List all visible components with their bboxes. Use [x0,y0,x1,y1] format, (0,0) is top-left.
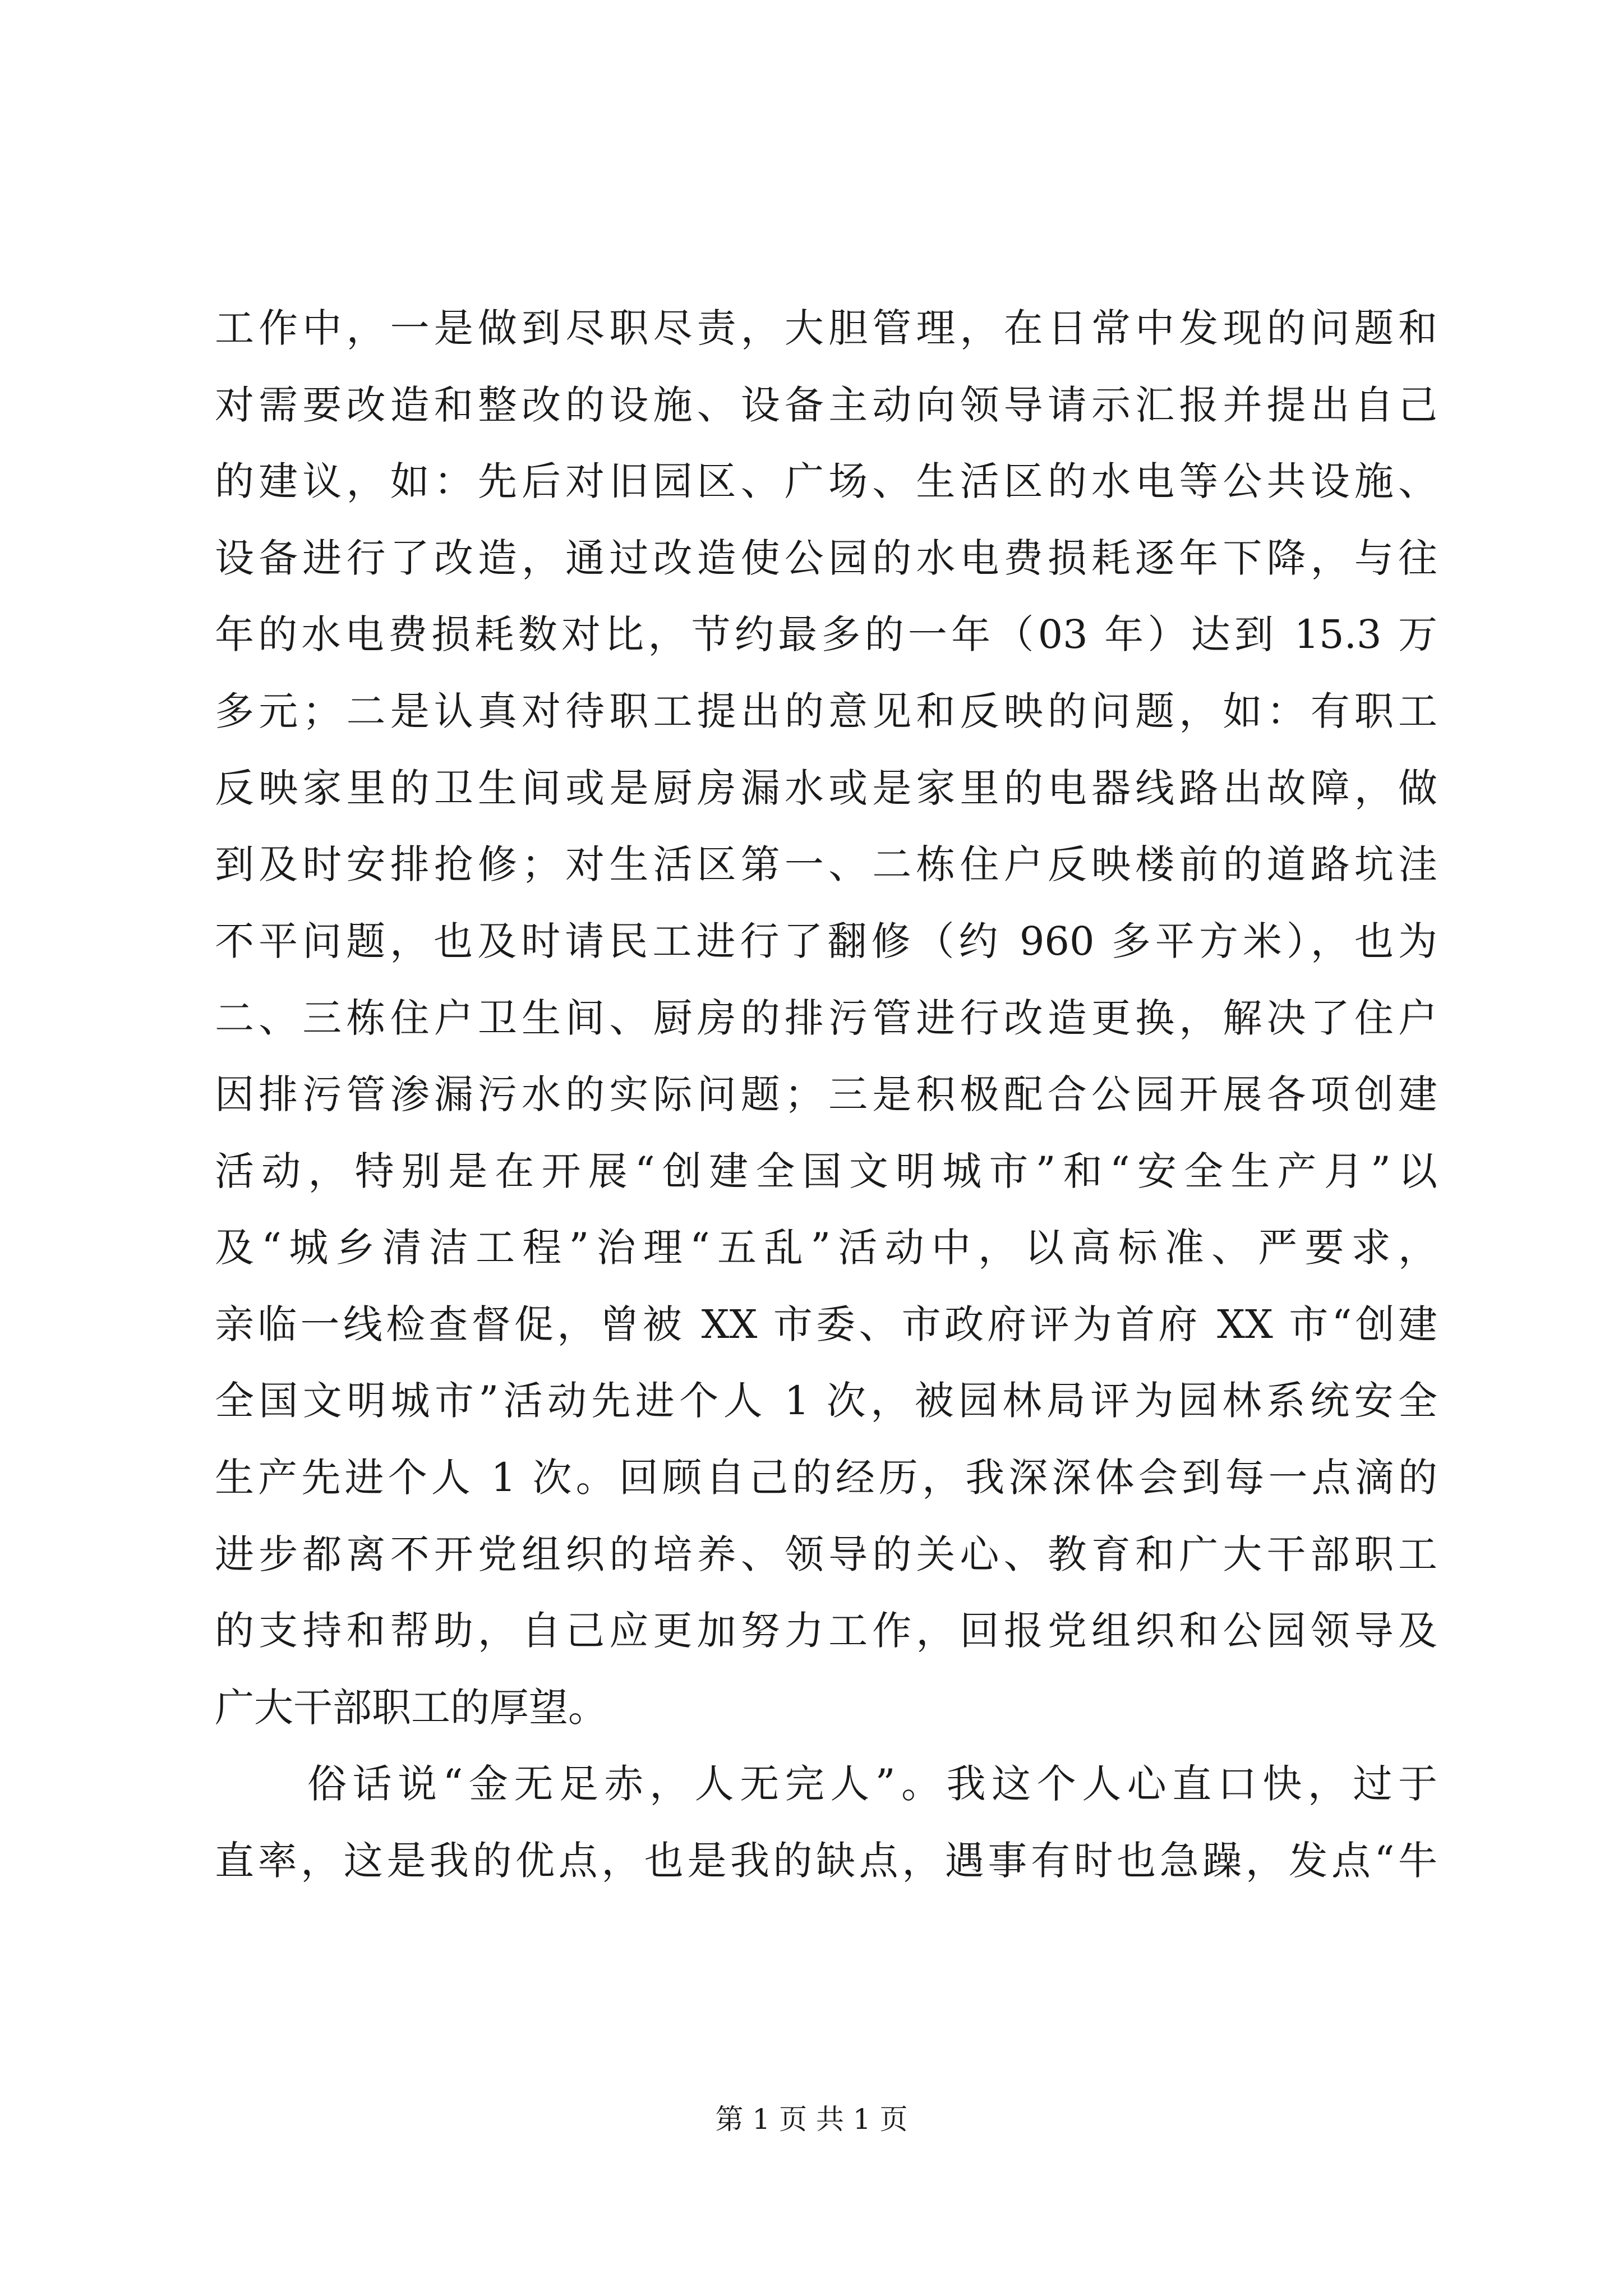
text-line: 年的水电费损耗数对比，节约最多的一年（03 年）达到 15.3 万 [215,611,1437,657]
text-line: 生产先进个人 1 次。回顾自己的经历，我深深体会到每一点滴的 [215,1455,1437,1501]
text-line: 全国文明城市”活动先进个人 1 次，被园林局评为园林系统安全 [215,1378,1437,1424]
text-line: 工作中，一是做到尽职尽责，大胆管理，在日常中发现的问题和 [215,305,1437,351]
text-line: 亲临一线检查督促，曾被 XX 市委、市政府评为首府 XX 市“创建 [215,1301,1437,1347]
text-line: 俗话说“金无足赤，人无完人”。我这个人心直口快，过于 [307,1761,1437,1807]
text-line: 广大干部职工的厚望。 [215,1685,607,1731]
text-line: 因排污管渗漏污水的实际问题；三是积极配合公园开展各项创建 [215,1071,1437,1117]
text-line: 设备进行了改造，通过改造使公园的水电费损耗逐年下降，与往 [215,535,1437,581]
text-line: 多元；二是认真对待职工提出的意见和反映的问题，如：有职工 [215,688,1437,734]
text-line: 的建议，如：先后对旧园区、广场、生活区的水电等公共设施、 [215,458,1437,504]
page-footer: 第 1 页 共 1 页 [715,2103,908,2136]
text-line: 对需要改造和整改的设施、设备主动向领导请示汇报并提出自己 [215,382,1437,428]
text-line: 活动，特别是在开展“创建全国文明城市”和“安全生产月”以 [215,1148,1437,1194]
text-line: 的支持和帮助，自己应更加努力工作，回报党组织和公园领导及 [215,1608,1437,1654]
text-line: 不平问题，也及时请民工进行了翻修（约 960 多平方米），也为 [215,918,1437,964]
text-line: 进步都离不开党组织的培养、领导的关心、教育和广大干部职工 [215,1531,1437,1577]
text-line: 反映家里的卫生间或是厨房漏水或是家里的电器线路出故障，做 [215,765,1437,811]
text-line: 直率，这是我的优点，也是我的缺点，遇事有时也急躁，发点“牛 [215,1838,1437,1884]
text-line: 及“城乡清洁工程”治理“五乱”活动中，以高标准、严要求， [215,1225,1437,1271]
text-line: 到及时安排抢修；对生活区第一、二栋住户反映楼前的道路坑洼 [215,841,1437,887]
text-line: 二、三栋住户卫生间、厨房的排污管进行改造更换，解决了住户 [215,995,1437,1041]
